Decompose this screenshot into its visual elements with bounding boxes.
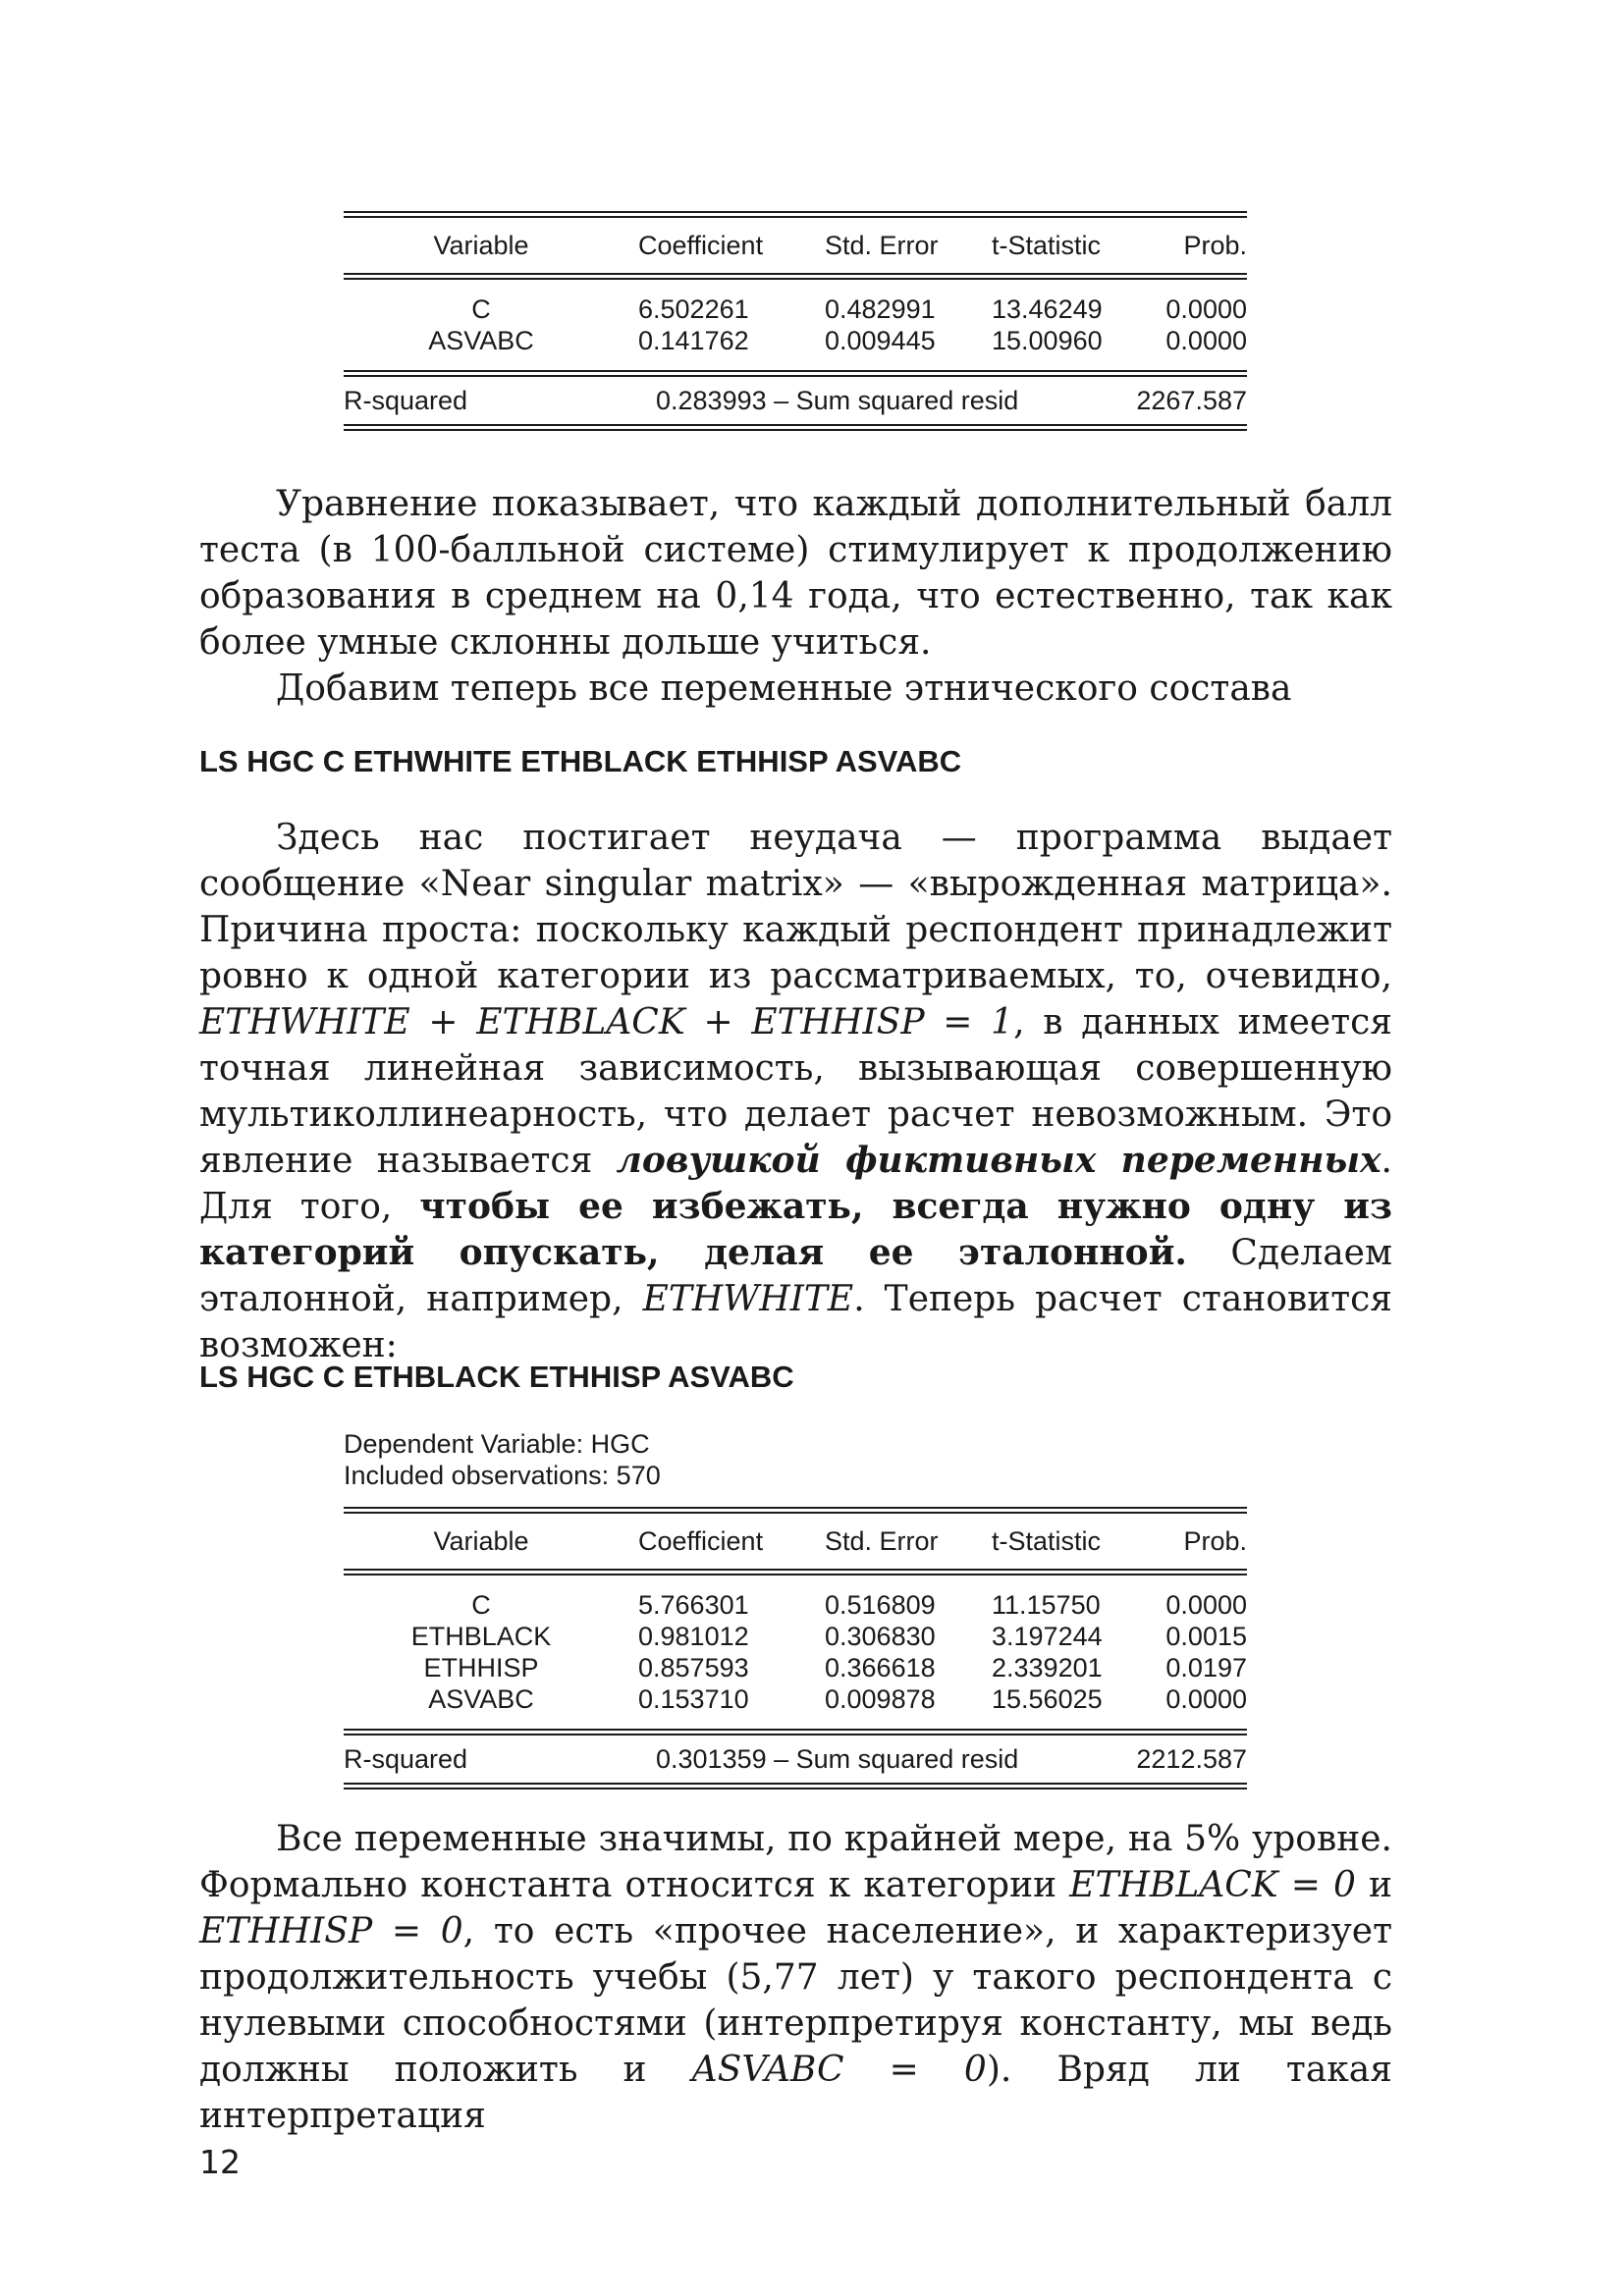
- text-block-1: [199, 481, 1392, 712]
- header-coefficient: Coefficient: [638, 1526, 764, 1556]
- equation: ASVABC = 0: [691, 2050, 987, 2090]
- header-std-error: Std. Error: [825, 231, 939, 260]
- text-block-2: [199, 815, 1392, 1368]
- ssr-value: 2212.587: [1136, 1744, 1247, 1774]
- table-row: ASVABC 0.141762 0.009445 15.00960 0.0000: [428, 326, 1247, 355]
- r-squared-value: 0.283993 – Sum squared resid: [656, 386, 1019, 415]
- paragraph: Добавим теперь все переменные этнического состава: [276, 668, 1292, 709]
- header-std-error: Std. Error: [825, 1526, 939, 1556]
- paragraph: Все переменные значимы, по крайней мере, на 5% уровне. Формально константа относится к категории ETHBLACK = 0 и ETHHISP = 0, то есть «прочее население», и характеризует продолжительность учебы (5,77 лет) у такого респондента с нулевыми способностями (интерпретируя константу, мы ведь должны положить и ASVABC = 0). Вряд ли такая интерпретация: [199, 1819, 1393, 2136]
- paragraph: Уравнение показывает, что каждый дополнительный балл теста (в 100-балльной системе) стимулирует к продолжению образования в среднем на 0,14 года, что естественно, так как более умные склонны дольше учиться.: [199, 484, 1392, 663]
- table-header-row: [344, 230, 1247, 261]
- header-variable: Variable: [433, 1526, 529, 1556]
- regression-table-1: [344, 211, 1247, 431]
- regression-table-2: [344, 1428, 1247, 1789]
- ssr-value: 2267.587: [1136, 386, 1247, 415]
- paragraph: Здесь нас постигает неудача — программа выдает сообщение «Near singular matrix» — «вырожденная матрица». Причина проста: поскольку каждый респондент принадлежит ровно к одной категории из рассматриваемых, то, очевидно, ETHWHITE + ETHBLACK + ETHHISP = 1, в данных имеется точная линейная зависимость, вызывающая совершенную мультиколлинеарность, что делает расчет невозможным. Это явление называется ловушкой фиктивных переменных. Для того, чтобы ее избежать, всегда нужно одну из категорий опускать, делая ее эталонной. Сделаем эталонной, например, ETHWHITE. Теперь расчет становится возможен:: [199, 818, 1393, 1365]
- table-header-row: [344, 1525, 1247, 1557]
- table-row: C 5.766301 0.516809 11.15750 0.0000: [471, 1590, 1247, 1620]
- bold-rule: чтобы ее избежать, всегда нужно одну из категорий опускать, делая ее эталонной.: [199, 1186, 1392, 1273]
- equation: ETHHISP = 0: [199, 1911, 463, 1951]
- equation: ETHWHITE: [642, 1279, 854, 1319]
- header-coefficient: Coefficient: [638, 231, 764, 260]
- r-squared-row: [344, 385, 1247, 416]
- header-variable: Variable: [433, 231, 529, 260]
- header-t-statistic: t-Statistic: [992, 231, 1102, 260]
- table-row: C 6.502261 0.482991 13.46249 0.0000: [471, 294, 1247, 324]
- dependent-variable: Dependent Variable: HGC: [344, 1429, 650, 1459]
- r-squared-row: [344, 1743, 1247, 1775]
- header-prob: Prob.: [1183, 1526, 1247, 1556]
- command-line: LS HGC C ETHBLACK ETHHISP ASVABC: [199, 1360, 794, 1394]
- included-observations: Included observations: 570: [344, 1461, 661, 1490]
- header-prob: Prob.: [1183, 231, 1247, 260]
- r-squared-value: 0.301359 – Sum squared resid: [656, 1744, 1019, 1774]
- page-number: 12: [199, 2143, 241, 2181]
- r-squared-label: R-squared: [344, 1744, 468, 1774]
- equation: ETHBLACK = 0: [1069, 1865, 1356, 1905]
- r-squared-label: R-squared: [344, 386, 468, 415]
- table-row: ASVABC 0.153710 0.009878 15.56025 0.0000: [428, 1684, 1247, 1714]
- emphasis-term: ловушкой фиктивных переменных: [616, 1140, 1381, 1181]
- header-t-statistic: t-Statistic: [992, 1526, 1102, 1556]
- equation: ETHWHITE + ETHBLACK + ETHHISP = 1: [199, 1002, 1014, 1042]
- table-row: ETHHISP 0.857593 0.366618 2.339201 0.0197: [423, 1653, 1247, 1682]
- command-line: LS HGC C ETHWHITE ETHBLACK ETHHISP ASVABC: [199, 744, 962, 778]
- text-block-3: [199, 1816, 1392, 2139]
- table-row: ETHBLACK 0.981012 0.306830 3.197244 0.0015: [410, 1622, 1247, 1651]
